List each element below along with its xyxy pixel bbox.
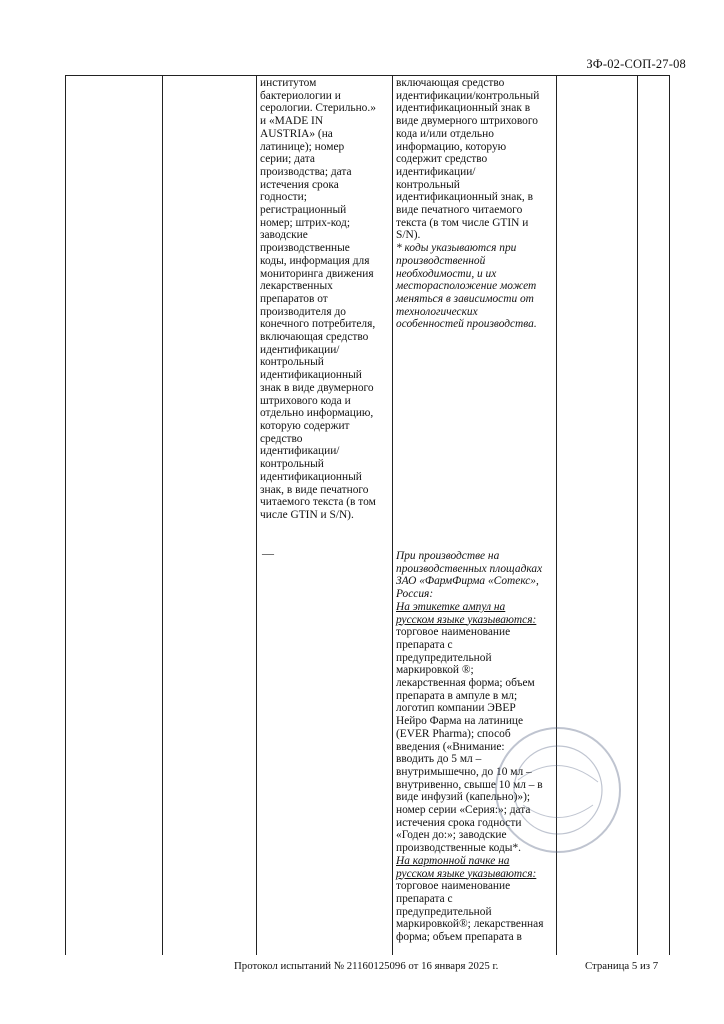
column-divider-5 <box>637 75 638 955</box>
codes-footnote: * коды указываются при производственной необходимости, и их месторасположение может меняться в зависимости от технологических особенностей производства. <box>396 242 537 331</box>
column-divider-3 <box>392 75 393 955</box>
column-divider-2 <box>256 75 257 955</box>
page-number: Страница 5 из 7 <box>585 960 659 972</box>
box-text: торговое наименование препарата с предупредительной маркировкой®; лекарственная форма; объем препарата в <box>396 880 544 944</box>
ampoule-heading: На этикетке ампул на русском языке указываются: <box>396 600 537 626</box>
ampoule-text: торговое наименование препарата с предупредительной маркировкой ®; лекарственная форма; объем препарата в ампуле в мл; логотип компании ЭВЕР Нейро Фарма на латинице (EVER Pharma); способ введения («Внимание: вводить до 5 мл – внутримышечно, до 10 мл – внутривенно, свыше 10 мл – в виде инфузий (капельно)»); номер серии «Серия:»; дата истечения срока годности «Годен до:»; заводские производственные коды*. <box>396 626 543 855</box>
document-code: ЗФ-02-СОП-27-08 <box>586 57 686 71</box>
box-heading: На картонной пачке на русском языке указываются: <box>396 854 537 880</box>
column4-top <box>396 77 554 331</box>
table-top-border <box>65 75 670 76</box>
round-seal-stamp <box>488 720 628 860</box>
table-border-left <box>65 75 66 955</box>
protocol-footer: Протокол испытаний № 21160125096 от 16 января 2025 г. <box>234 960 499 972</box>
table-border-right <box>669 75 670 955</box>
site-intro: При производстве на производственных площадках ЗАО «ФармФирма «Сотекс», Россия: <box>396 550 543 601</box>
column3-dash: — <box>262 546 274 560</box>
column3-text: институтом бактериологии и серологии. Стерильно.» и «MADE IN AUSTRIA» (на латинице); номер серии; дата производства; дата истечения срока годности; регистрационный номер; штрих-код; заводские производственные коды, информация для мониторинга движения лекарственных препаратов от производителя до конечного потребителя, включающая средство идентификации/ контрольный идентификационный знак в виде двумерного штрихового кода и отдельно информацию, которую содержит средство идентификации/ контрольный идентификационный знак, в виде печатного читаемого текста (в том числе GTIN и S/N). <box>260 77 376 521</box>
column-divider-1 <box>162 75 163 955</box>
column4-text-top: включающая средство идентификации/контрольный идентификационный знак в виде двумерного штрихового кода и/или отдельно информацию, которую содержит средство идентификации/ контрольный идентификационный знак, в виде печатного читаемого текста (в том числе GTIN и S/N). <box>396 77 540 242</box>
